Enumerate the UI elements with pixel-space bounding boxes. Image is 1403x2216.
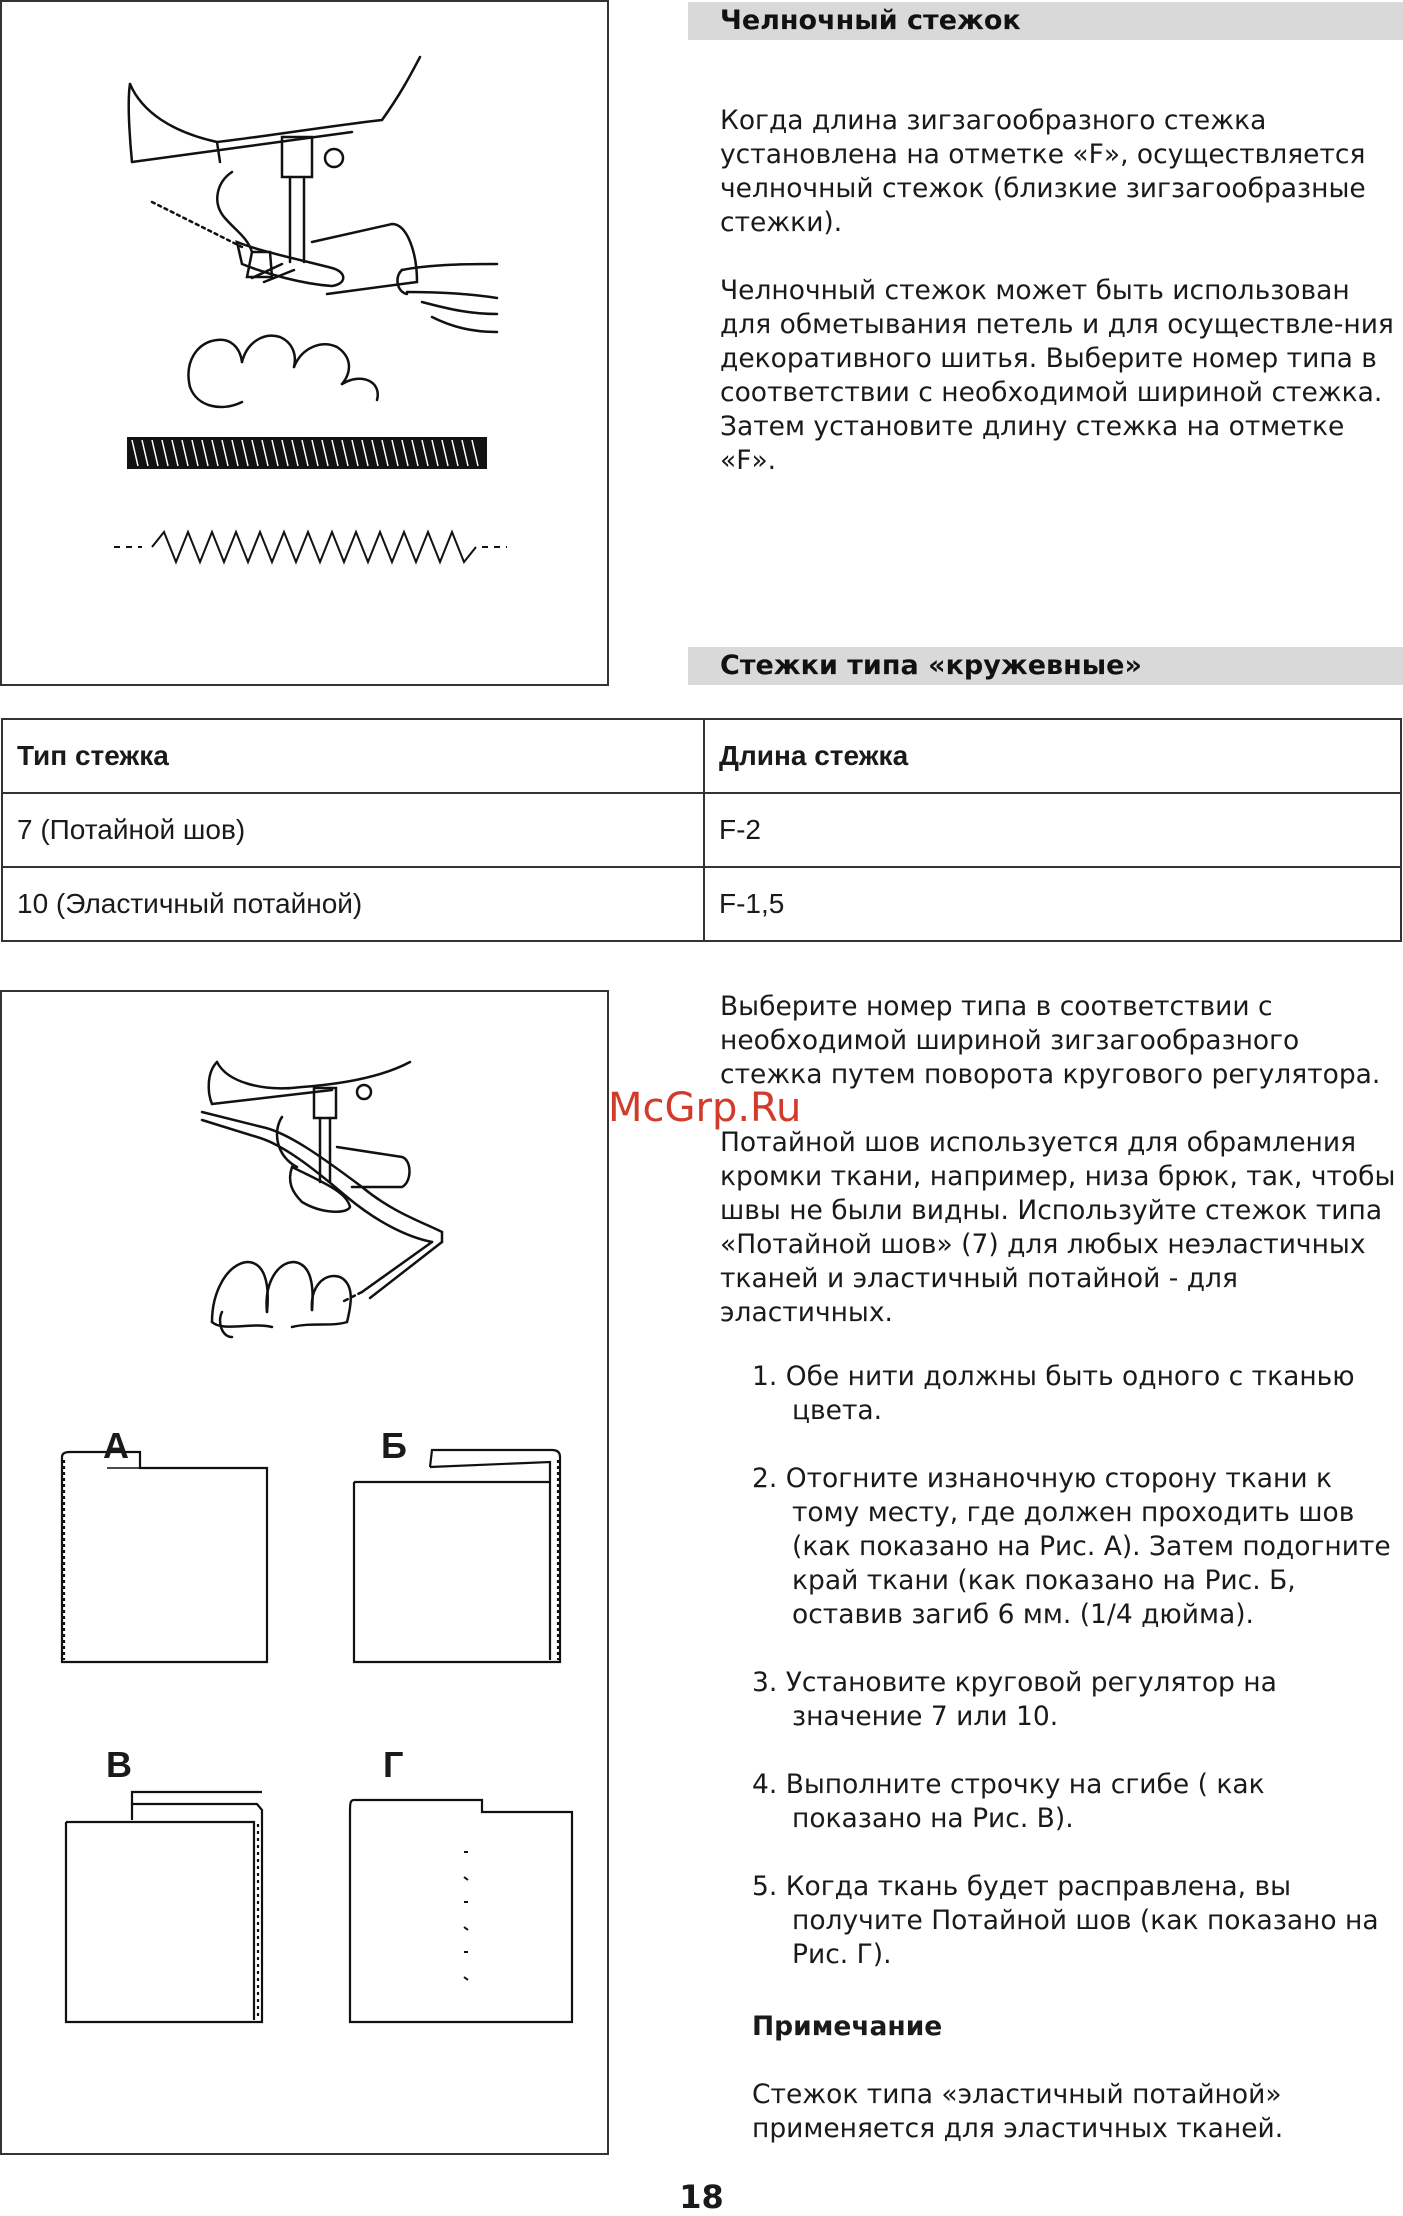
- list-item: 4. Выполните строчку на сгибе ( как показано на Рис. В).: [752, 1769, 1265, 1834]
- table-cell: F-1,5: [704, 867, 1401, 941]
- list-item: 2. Отогните изнаночную сторону ткани к тому месту, где должен проходить шов (как показано на Рис. А). Затем подогните край ткани (как показано на Рис. Б, оставив загиб 6 мм. (1/4 дюйма).: [752, 1463, 1391, 1630]
- satin-stitch-description: [720, 104, 1400, 512]
- sewing-machine-illustration: [2, 2, 607, 684]
- blind-hem-para-2: Потайной шов используется для обрамления кромки ткани, например, низа брюк, так, чтобы швы не были видны. Используйте стежок типа «Потайной шов» (7) для любых неэластичных тканей и эластичный потайной - для эластичных.: [720, 1127, 1396, 1328]
- section-heading-satin-stitch: Челночный стежок: [688, 2, 1403, 40]
- section-heading-lace-stitches: Стежки типа «кружевные»: [688, 647, 1403, 685]
- figure-label-b: Б: [381, 1425, 407, 1466]
- satin-stitch-para-2: Челночный стежок может быть использован для обметывания петель и для осуществле-ния декоративного шитья. Выберите номер типа в соответствии с необходимой шириной стежка. Затем установите длину стежка на отметке «F».: [720, 275, 1394, 476]
- figure-satin-stitch: [0, 0, 609, 686]
- table-cell: F-2: [704, 793, 1401, 867]
- note-block: [752, 2010, 1392, 2146]
- figure-label-v: В: [106, 1744, 132, 1785]
- table-cell: 7 (Потайной шов): [2, 793, 704, 867]
- page-number: 18: [679, 2178, 724, 2216]
- table-cell: 10 (Эластичный потайной): [2, 867, 704, 941]
- table-row: [2, 867, 1401, 941]
- table-header-row: [2, 719, 1401, 793]
- list-item: 5. Когда ткань будет расправлена, вы получите Потайной шов (как показано на Рис. Г).: [752, 1871, 1379, 1970]
- blind-hem-steps: [752, 1360, 1392, 2006]
- figure-label-a: А: [103, 1425, 129, 1466]
- table-header-stitch-type: Тип стежка: [2, 719, 704, 793]
- watermark: McGrp.Ru: [608, 1085, 802, 1131]
- note-title: Примечание: [752, 2011, 943, 2042]
- list-item: 3. Установите круговой регулятор на значение 7 или 10.: [752, 1667, 1277, 1732]
- table-row: [2, 793, 1401, 867]
- note-text: Стежок типа «эластичный потайной» применяется для эластичных тканей.: [752, 2079, 1284, 2144]
- figure-blind-hem: [0, 990, 609, 2155]
- figure-label-g: Г: [383, 1744, 404, 1785]
- stitch-settings-table: [1, 718, 1402, 942]
- satin-stitch-para-1: Когда длина зигзагообразного стежка установлена на отметке «F», осуществляется челночный стежок (близкие зигзагообразные стежки).: [720, 105, 1366, 238]
- blind-hem-para-1: Выберите номер типа в соответствии с необходимой шириной зигзагообразного стежка путем поворота кругового регулятора.: [720, 991, 1381, 1090]
- list-item: 1. Обе нити должны быть одного с тканью цвета.: [752, 1361, 1355, 1426]
- blind-hem-illustration: [2, 992, 607, 2153]
- table-header-stitch-length: Длина стежка: [704, 719, 1401, 793]
- blind-hem-description: [720, 990, 1400, 1364]
